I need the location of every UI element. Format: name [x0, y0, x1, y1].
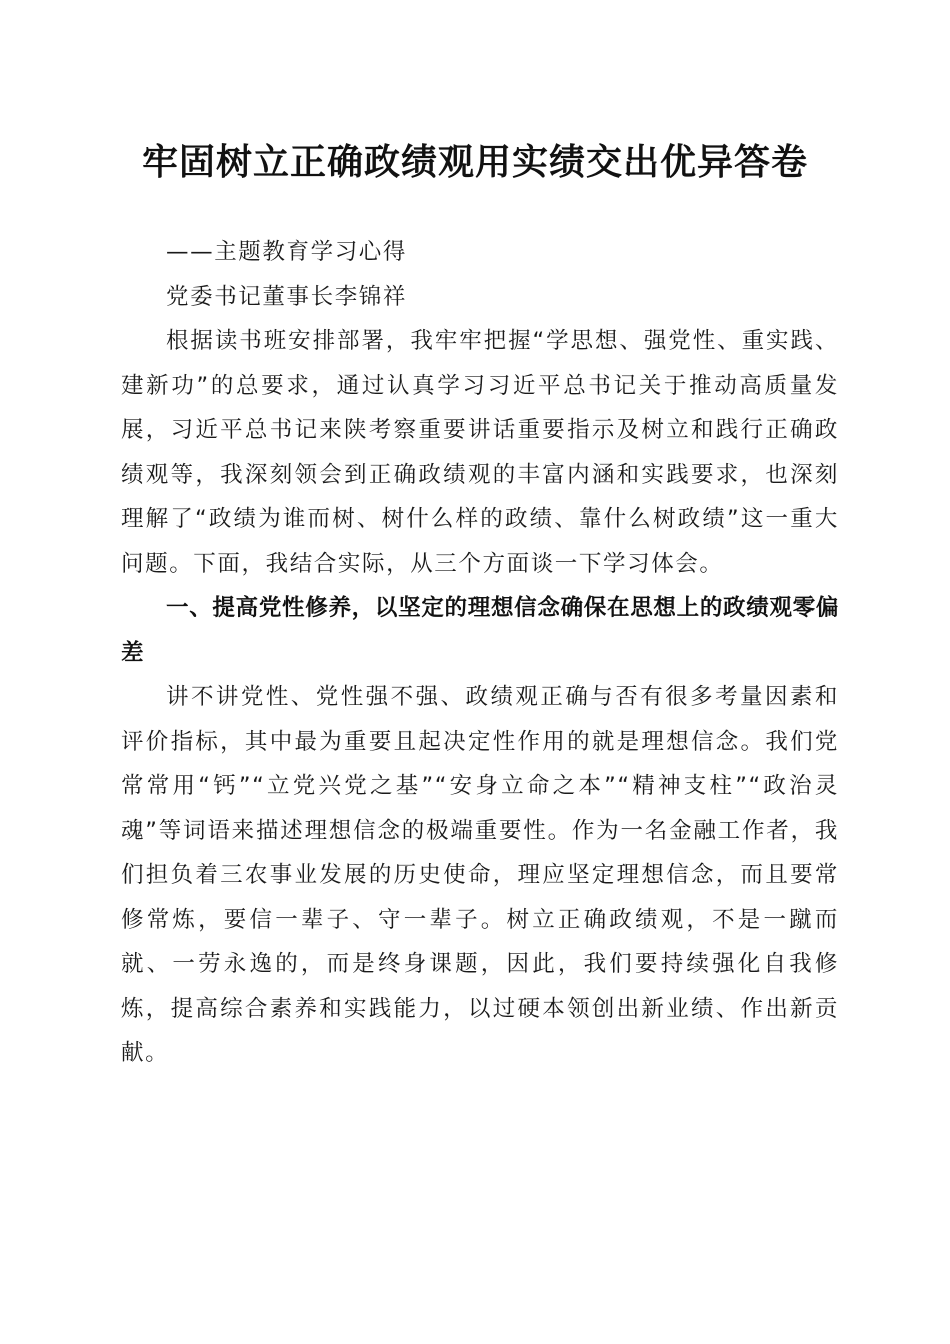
document-title: 牢固树立正确政绩观用实绩交出优异答卷 — [141, 141, 808, 183]
document-author: 党委书记董事长李锦祥 — [166, 283, 408, 310]
document-body — [121, 230, 839, 1076]
section-heading: 一、提高党性修养，以坚定的理想信念确保在思想上的政绩观零偏差 — [121, 595, 839, 666]
document-subtitle: ——主题教育学习心得 — [166, 239, 408, 265]
section-paragraph: 讲不讲党性、党性强不强、政绩观正确与否有很多考量因素和评价指标，其中最为重要且起决定性作用的就是理想信念。我们党常常用“钙”“立党兴党之基”“安身立命之本”“精神支柱”“政治灵魂”等词语来描述理想信念的极端重要性。作为一名金融工作者，我们担负着三农事业发展的历史使命，理应坚定理想信念，而且要常修常炼，要信一辈子、守一辈子。树立正确政绩观，不是一蹴而就、一劳永逸的，而是终身课题，因此，我们要持续强化自我修炼，提高综合素养和实践能力，以过硬本领创出新业绩、作出新贡献。 — [121, 684, 839, 1066]
intro-paragraph: 根据读书班安排部署，我牢牢把握“学思想、强党性、重实践、建新功”的总要求，通过认真学习习近平总书记关于推动高质量发展，习近平总书记来陕考察重要讲话重要指示及树立和践行正确政绩观等，我深刻领会到正确政绩观的丰富内涵和实践要求，也深刻理解了“政绩为谁而树、树什么样的政绩、靠什么树政绩”这一重大问题。下面，我结合实际，从三个方面谈一下学习体会。 — [121, 328, 839, 577]
